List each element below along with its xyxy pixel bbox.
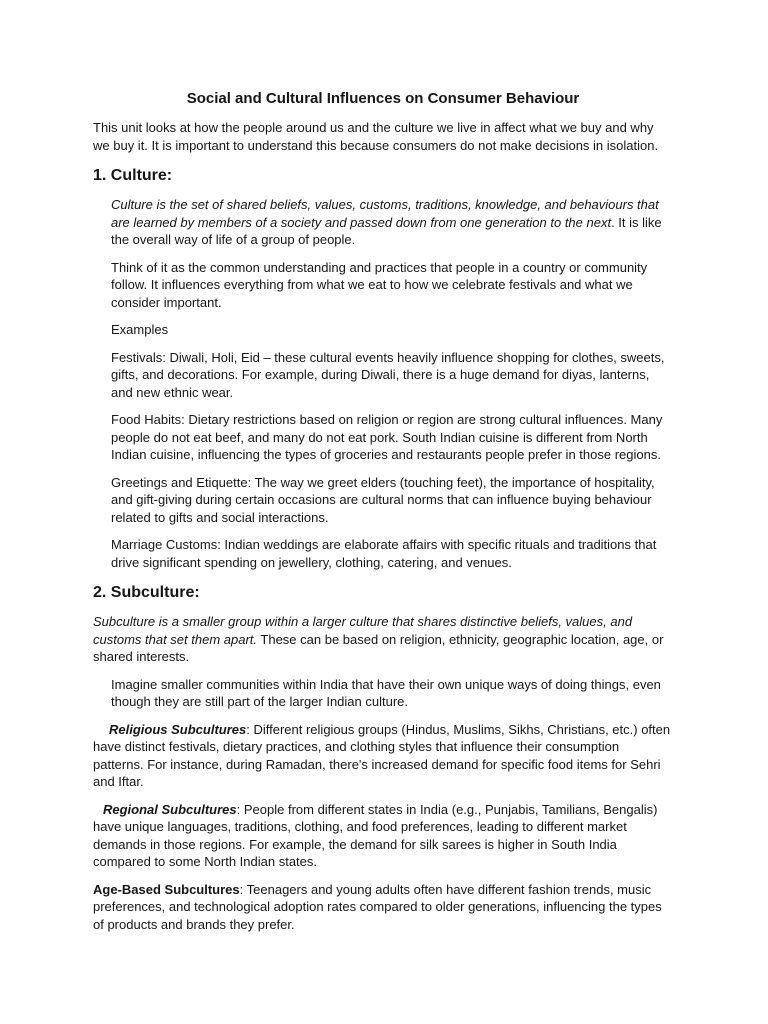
document-title: Social and Cultural Influences on Consumer Behaviour <box>186 90 580 107</box>
subculture-definition-italic: Subculture is a smaller group within a larger culture that shares distinctive beliefs, values, and customs that set them apart. <box>93 614 633 647</box>
culture-explanation: Think of it as the common understanding and practices that people in a country or community follow. It influences everything from what we eat to how we celebrate festivals and what we consider important. <box>111 259 648 310</box>
subculture-heading: 2. Subculture: <box>93 584 200 601</box>
examples-label: Examples <box>111 322 169 337</box>
subculture-explanation: Imagine smaller communities within India that have their own unique ways of doing things, even though they are still part of the larger Indian culture. <box>111 676 661 709</box>
culture-definition-italic: Culture is the set of shared beliefs, values, customs, traditions, knowledge, and behaviours that are learned by members of a society and passed down from one generation to the next <box>111 197 659 230</box>
culture-definition <box>111 196 673 249</box>
example-greetings-etiquette: Greetings and Etiquette: The way we greet elders (touching feet), the importance of hospitality, and gift-giving during certain occasions are cultural norms that can influence buying behaviour related to gifts and social interactions. <box>111 474 655 525</box>
regional-subcultures-paragraph <box>93 801 673 871</box>
age-based-subcultures-paragraph <box>93 881 673 934</box>
religious-subcultures-term: Religious Subcultures <box>109 721 247 737</box>
age-based-subcultures-term: Age-Based Subcultures <box>93 881 240 897</box>
age-based-subcultures-text: : Teenagers and young adults often have different fashion trends, music preferences, and technological adoption rates compared to older generations, influencing the types of products and brands they prefer. <box>93 881 662 932</box>
religious-subcultures-text: : Different religious groups (Hindus, Muslims, Sikhs, Christians, etc.) often have distinct festivals, dietary practices, and clothing styles that influence their consumption patterns. For instance, during Ramadan, there's increased demand for specific food items for Sehri and Iftar. <box>93 721 671 789</box>
document-body <box>93 89 673 943</box>
culture-definition-rest: . It is like the overall way of life of a group of people. <box>111 214 662 247</box>
example-festivals: Festivals: Diwali, Holi, Eid – these cultural events heavily influence shopping for clothes, sweets, gifts, and decorations. For example, during Diwali, there is a huge demand for diyas, lanterns, and new ethnic wear. <box>111 349 665 400</box>
regional-subcultures-term: Regional Subcultures <box>103 801 237 817</box>
religious-subcultures-paragraph <box>93 721 673 791</box>
example-marriage-customs: Marriage Customs: Indian weddings are elaborate affairs with specific rituals and traditions that drive significant spending on jewellery, clothing, catering, and venues. <box>111 537 657 570</box>
subculture-definition-rest: These can be based on religion, ethnicity, geographic location, age, or shared interests. <box>93 631 664 664</box>
subculture-definition <box>93 613 673 666</box>
example-food-habits: Food Habits: Dietary restrictions based on religion or region are strong cultural influences. Many people do not eat beef, and many do not eat pork. South Indian cuisine is different from North Indian cuisine, influencing the types of groceries and restaurants people prefer in those regions. <box>111 412 663 462</box>
culture-heading: 1. Culture: <box>93 167 173 184</box>
intro-paragraph: This unit looks at how the people around us and the culture we live in affect what we buy and why we buy it. It is important to understand this because consumers do not make decisions in isolation. <box>93 120 659 153</box>
regional-subcultures-text: : People from different states in India (e.g., Punjabis, Tamilians, Bengalis) have unique languages, traditions, clothing, and food preferences, leading to different market demands in those regions. For example, the demand for silk sarees is higher in South India compared to some North Indian states. <box>93 801 658 869</box>
